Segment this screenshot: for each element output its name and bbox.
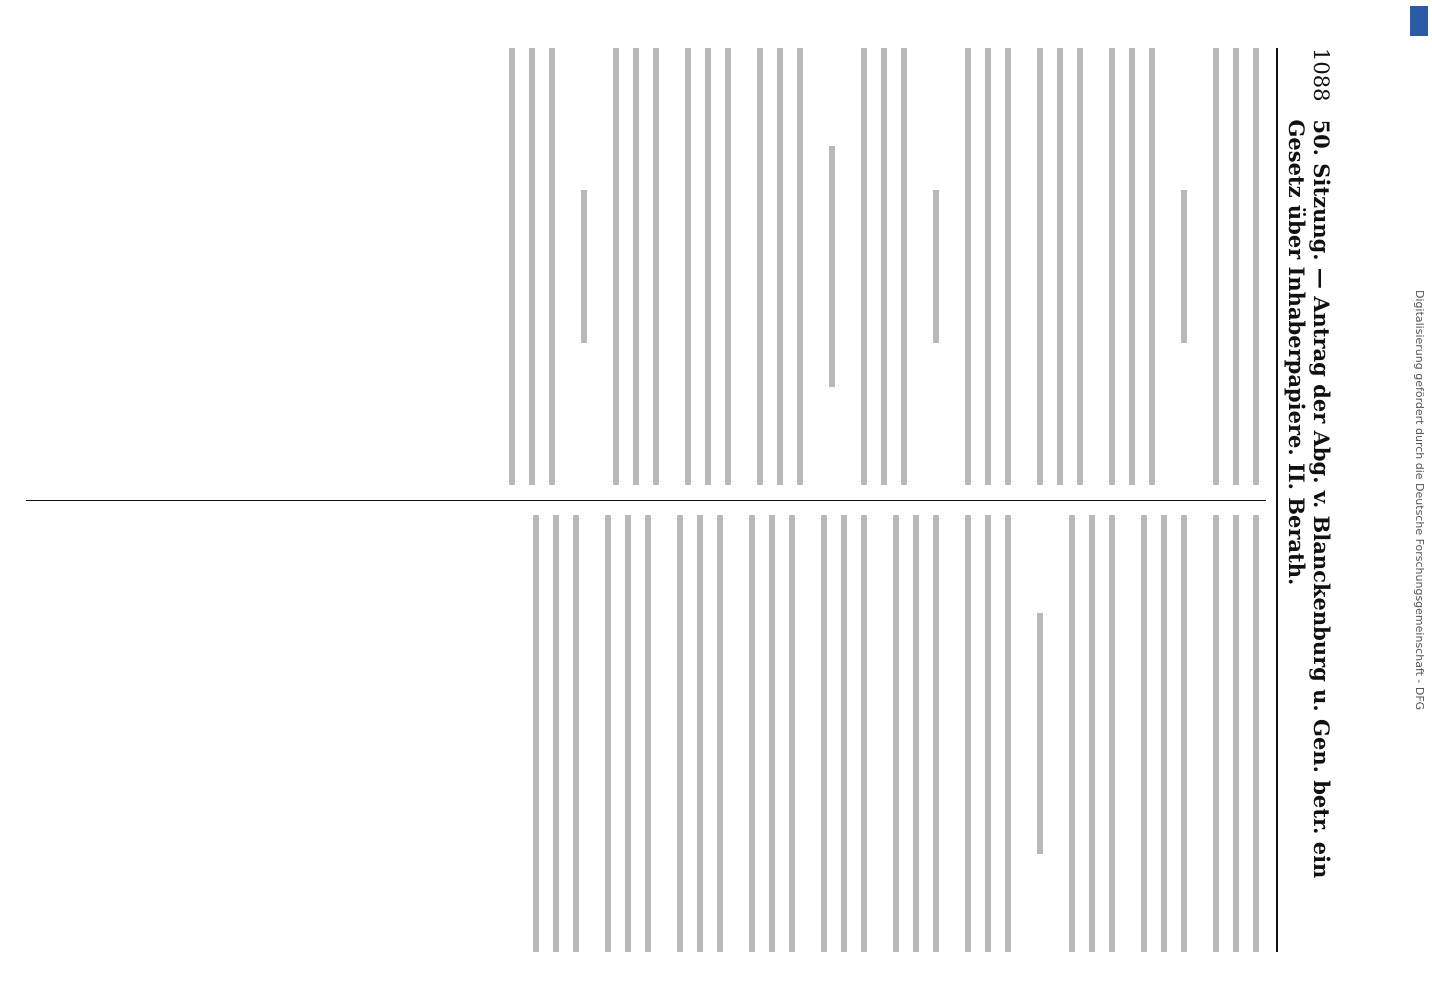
paragraph bbox=[1206, 515, 1266, 952]
paragraph bbox=[958, 48, 1018, 485]
paragraph bbox=[742, 515, 802, 952]
paragraph bbox=[1030, 48, 1090, 485]
paragraph bbox=[678, 48, 738, 485]
dfg-logo bbox=[1410, 6, 1428, 36]
paragraph bbox=[1174, 190, 1194, 343]
page-number: 1088 bbox=[1309, 48, 1333, 102]
paragraph bbox=[822, 146, 842, 386]
paragraph bbox=[598, 515, 658, 952]
column-rule bbox=[26, 500, 1266, 501]
digitization-credit: Digitalisierung gefördert durch die Deutsche Forschungsgemeinschaft - DFG bbox=[1413, 289, 1426, 711]
left-column bbox=[26, 48, 1266, 485]
paragraph bbox=[1030, 613, 1050, 853]
paragraph bbox=[1206, 48, 1266, 485]
paragraph bbox=[670, 515, 730, 952]
paragraph bbox=[750, 48, 810, 485]
paragraph bbox=[958, 515, 1018, 952]
paragraph bbox=[926, 190, 946, 343]
paragraph bbox=[502, 48, 562, 485]
paragraph bbox=[1134, 515, 1194, 952]
right-column bbox=[26, 515, 1266, 952]
paragraph bbox=[606, 48, 666, 485]
paragraph bbox=[814, 515, 874, 952]
rotated-page bbox=[0, 20, 1352, 980]
text-columns bbox=[26, 48, 1266, 952]
paragraph bbox=[574, 190, 594, 343]
running-head-title: 50. Sitzung. — Antrag der Abg. v. Blanckenburg u. Gen. betr. ein Gesetz über Inhaberpapiere. II. Berath. bbox=[1284, 119, 1334, 879]
running-head bbox=[1276, 48, 1334, 952]
paragraph bbox=[1102, 48, 1162, 485]
paragraph bbox=[854, 48, 914, 485]
paragraph bbox=[526, 515, 586, 952]
paragraph bbox=[1062, 515, 1122, 952]
paragraph bbox=[886, 515, 946, 952]
